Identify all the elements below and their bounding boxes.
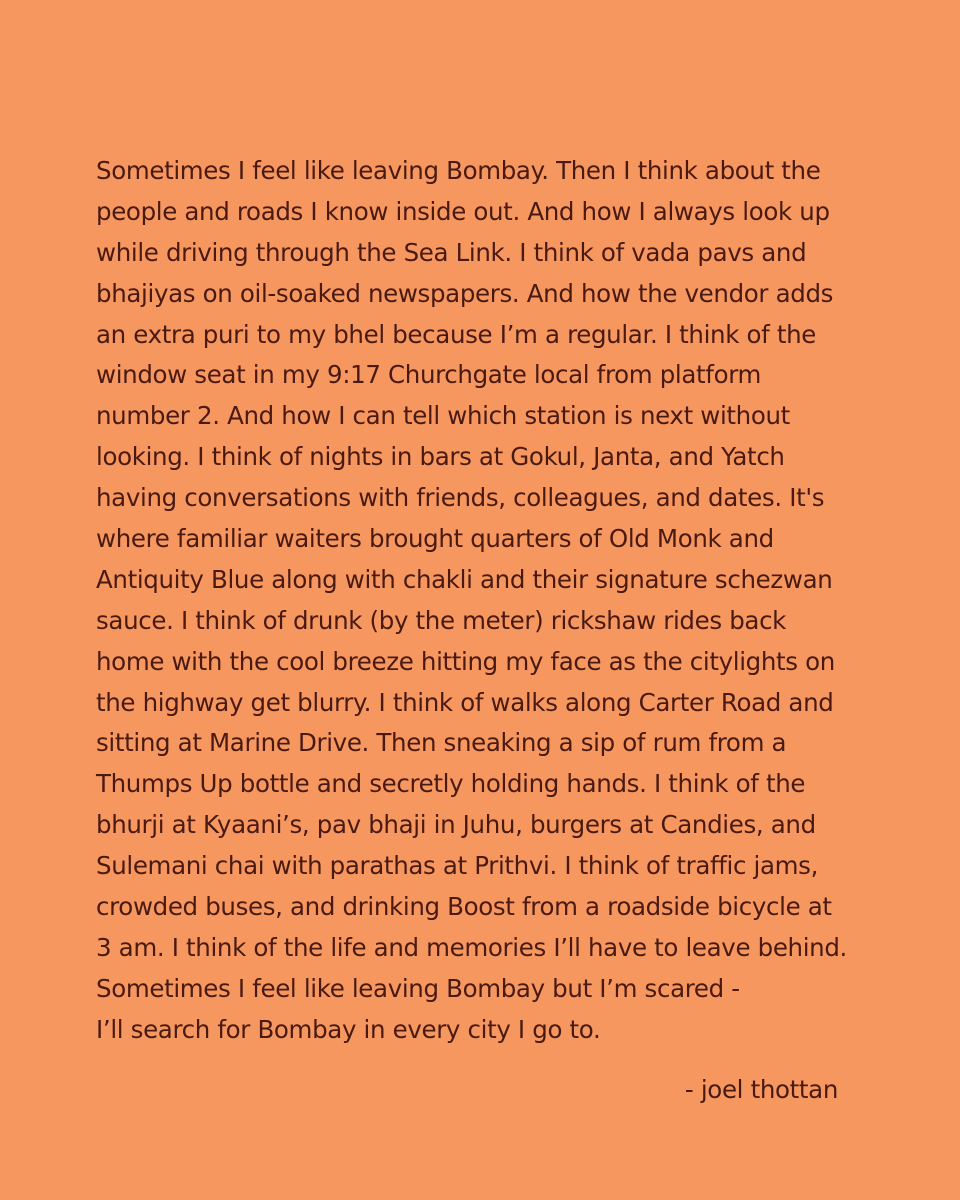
poem-line: the highway get blurry. I think of walks along Carter Road and bbox=[96, 687, 834, 717]
poem-line: looking. I think of nights in bars at Gokul, Janta, and Yatch bbox=[96, 442, 785, 472]
poem-line: Thumps Up bottle and secretly holding hands. I think of the bbox=[96, 769, 806, 799]
poem-line: Antiquity Blue along with chakli and their signature schezwan bbox=[96, 564, 833, 594]
poem-line: 3 am. I think of the life and memories I’ll have to leave behind. bbox=[96, 932, 847, 962]
poem-line: home with the cool breeze hitting my face as the citylights on bbox=[96, 646, 835, 676]
poem-line: Sometimes I feel like leaving Bombay. Then I think about the bbox=[96, 156, 821, 185]
poem-line: bhajiyas on oil-soaked newspapers. And how the vendor adds bbox=[96, 278, 834, 308]
poem-line: Sulemani chai with parathas at Prithvi. I think of traffic jams, bbox=[96, 851, 819, 881]
poem-line: I’ll search for Bombay in every city I go to. bbox=[96, 1014, 601, 1044]
poem-line: while driving through the Sea Link. I think of vada pavs and bbox=[96, 237, 807, 267]
poem-line: sitting at Marine Drive. Then sneaking a sip of rum from a bbox=[96, 728, 787, 758]
poem-line: an extra puri to my bhel because I’m a regular. I think of the bbox=[96, 319, 816, 349]
poem-text bbox=[96, 151, 896, 1051]
author-signature: - joel thottan bbox=[684, 1075, 838, 1104]
poem-line: people and roads I know inside out. And how I always look up bbox=[96, 196, 830, 226]
poem-line: number 2. And how I can tell which station is next without bbox=[96, 401, 790, 431]
poem-line: Sometimes I feel like leaving Bombay but I’m scared - bbox=[96, 973, 740, 1003]
poem-line: having conversations with friends, colleagues, and dates. It's bbox=[96, 483, 825, 513]
poem-line: sauce. I think of drunk (by the meter) rickshaw rides back bbox=[96, 605, 787, 635]
poem-line: bhurji at Kyaani’s, pav bhaji in Juhu, burgers at Candies, and bbox=[96, 810, 816, 840]
poem-line: where familiar waiters brought quarters of Old Monk and bbox=[96, 524, 774, 554]
poem-line: window seat in my 9:17 Churchgate local from platform bbox=[96, 360, 762, 390]
poem-line: crowded buses, and drinking Boost from a roadside bicycle at bbox=[96, 892, 832, 922]
